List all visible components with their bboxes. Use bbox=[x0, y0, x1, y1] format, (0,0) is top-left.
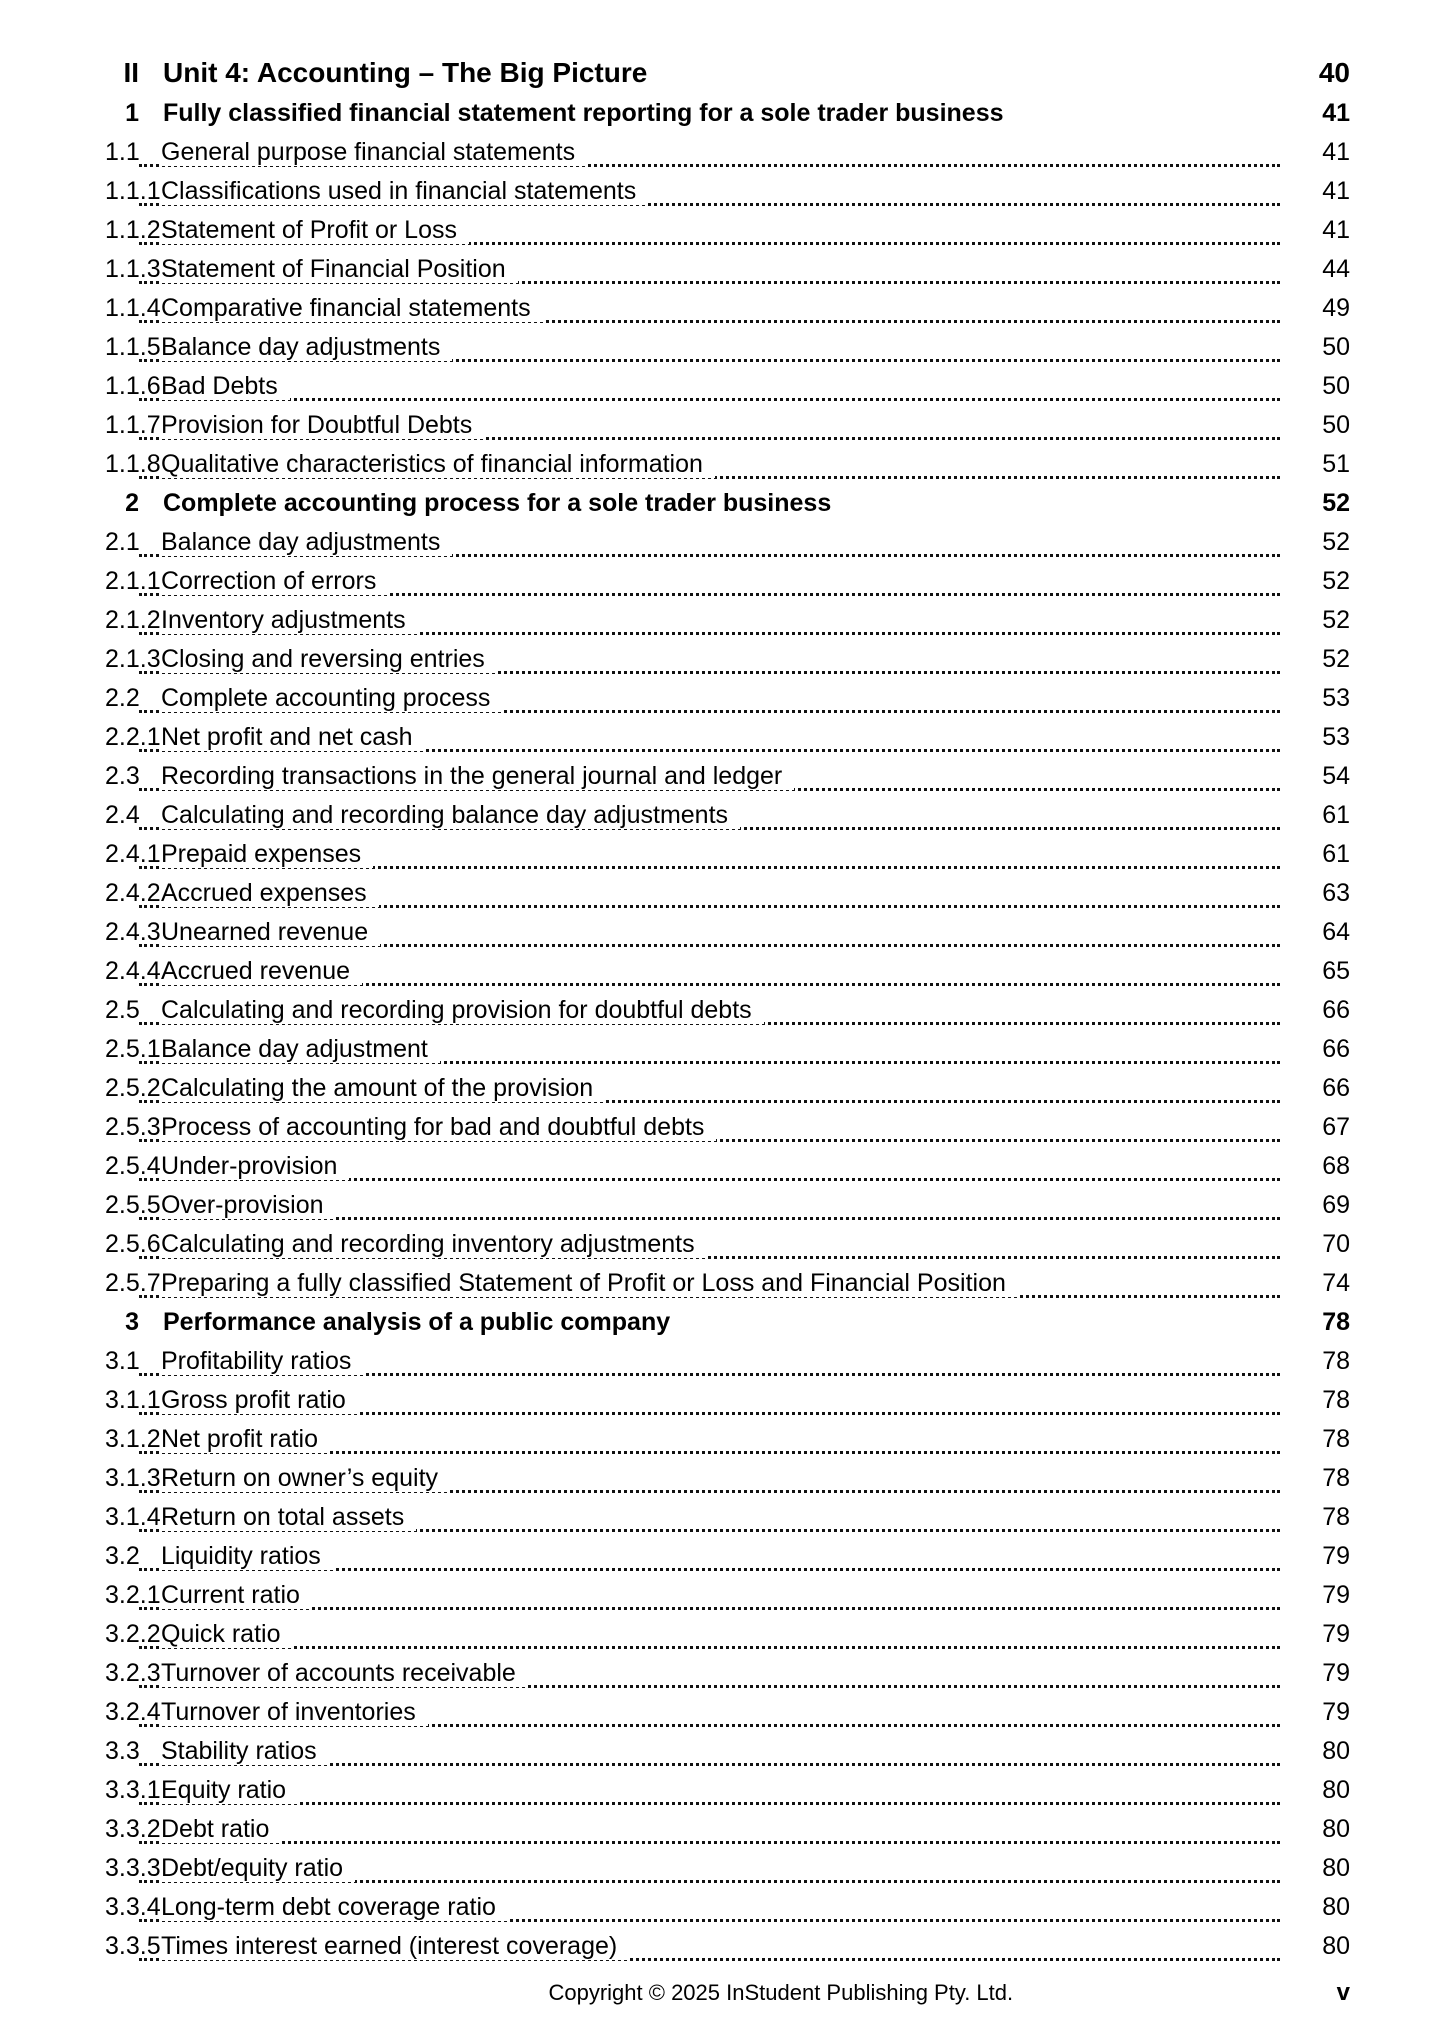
toc-entry-number: 2.4.1 bbox=[105, 840, 161, 868]
dot-leader bbox=[139, 1646, 1280, 1649]
toc-entry[interactable] bbox=[105, 952, 1350, 991]
toc-entry-page-number: 54 bbox=[1322, 762, 1350, 790]
toc-entry-page-number: 67 bbox=[1322, 1113, 1350, 1141]
toc-entry-number: 3.1.2 bbox=[105, 1425, 161, 1453]
toc-entry-title: Complete accounting process for a sole trader business bbox=[163, 489, 843, 517]
toc-entry-page-number: 52 bbox=[1322, 645, 1350, 673]
toc-entry-page-number: 40 bbox=[1318, 57, 1350, 88]
toc-entry-number: 2.5.2 bbox=[105, 1074, 161, 1102]
toc-entry-title: Stability ratios bbox=[161, 1737, 329, 1765]
page-footer bbox=[105, 1979, 1350, 2007]
toc-entry-number: 3.2.1 bbox=[105, 1581, 161, 1609]
toc-entry[interactable] bbox=[105, 250, 1350, 289]
toc-entry-title: Fully classified financial statement reporting for a sole trader business bbox=[163, 99, 1016, 127]
toc-entry-title: Net profit and net cash bbox=[161, 723, 425, 751]
toc-entry[interactable] bbox=[105, 1303, 1350, 1342]
toc-entry-title: Correction of errors bbox=[161, 567, 388, 595]
toc-entry-number: 3.2.3 bbox=[105, 1659, 161, 1687]
toc-entry-number: 3.3 bbox=[105, 1737, 140, 1765]
toc-entry-title-cell[interactable] bbox=[139, 1732, 1280, 1771]
toc-entry-title-cell[interactable] bbox=[139, 1108, 1280, 1147]
toc-entry-number: 2.1.3 bbox=[105, 645, 161, 673]
toc-entry-page-number: 52 bbox=[1322, 567, 1350, 595]
toc-entry[interactable] bbox=[105, 328, 1350, 367]
toc-entry[interactable] bbox=[105, 1654, 1350, 1693]
toc-entry-title-cell[interactable] bbox=[139, 952, 1280, 991]
toc-entry-title-cell[interactable] bbox=[139, 640, 1280, 679]
toc-entry-page-number: 50 bbox=[1322, 411, 1350, 439]
toc-entry-title: Calculating and recording inventory adjustments bbox=[161, 1230, 707, 1258]
toc-entry-title-cell[interactable] bbox=[139, 94, 1280, 133]
toc-entry[interactable] bbox=[105, 445, 1350, 484]
toc-entry[interactable] bbox=[105, 874, 1350, 913]
toc-entry[interactable] bbox=[105, 1264, 1350, 1303]
toc-entry-page-number: 80 bbox=[1322, 1815, 1350, 1843]
toc-entry[interactable] bbox=[105, 796, 1350, 835]
toc-entry-number: 2.5 bbox=[105, 996, 140, 1024]
toc-entry-title-cell[interactable] bbox=[139, 562, 1280, 601]
toc-entry-number: 2.5.7 bbox=[105, 1269, 161, 1297]
toc-entry-page-number: 78 bbox=[1322, 1386, 1350, 1414]
toc-entry-title-cell[interactable] bbox=[139, 1381, 1280, 1420]
toc-entry-title: Turnover of inventories bbox=[161, 1698, 428, 1726]
toc-entry[interactable] bbox=[105, 1381, 1350, 1420]
toc-entry-title: Qualitative characteristics of financial information bbox=[161, 450, 715, 478]
toc-entry-page-number: 41 bbox=[1322, 216, 1350, 244]
toc-entry-number: 1.1.1 bbox=[105, 177, 161, 205]
toc-entry-title-cell[interactable] bbox=[139, 211, 1280, 250]
toc-entry[interactable] bbox=[105, 1849, 1350, 1888]
toc-entry-page-number: 66 bbox=[1322, 996, 1350, 1024]
table-of-contents bbox=[105, 52, 1350, 1966]
toc-entry-title: Calculating and recording balance day adjustments bbox=[161, 801, 740, 829]
toc-entry[interactable] bbox=[105, 1342, 1350, 1381]
toc-entry-title-cell[interactable] bbox=[139, 1576, 1280, 1615]
toc-entry-title-cell[interactable] bbox=[139, 52, 1280, 94]
toc-entry[interactable] bbox=[105, 1498, 1350, 1537]
page-folio: v bbox=[1336, 1979, 1350, 2006]
toc-entry-title: Balance day adjustments bbox=[161, 333, 452, 361]
toc-entry-page-number: 53 bbox=[1322, 684, 1350, 712]
toc-entry-number: II bbox=[123, 57, 139, 88]
toc-entry-page-number: 63 bbox=[1322, 879, 1350, 907]
toc-entry-title: Closing and reversing entries bbox=[161, 645, 497, 673]
toc-entry-number: 1.1.3 bbox=[105, 255, 161, 283]
toc-entry-title-cell[interactable] bbox=[139, 172, 1280, 211]
toc-entry-title-cell[interactable] bbox=[139, 1615, 1280, 1654]
toc-entry-page-number: 52 bbox=[1322, 606, 1350, 634]
toc-entry-number: 1 bbox=[125, 99, 139, 127]
toc-entry-number: 1.1.6 bbox=[105, 372, 161, 400]
toc-entry[interactable] bbox=[105, 1732, 1350, 1771]
toc-entry-title: Prepaid expenses bbox=[161, 840, 373, 868]
toc-entry[interactable] bbox=[105, 991, 1350, 1030]
toc-entry-number: 3.3.5 bbox=[105, 1932, 161, 1960]
toc-entry-title-cell[interactable] bbox=[139, 250, 1280, 289]
toc-entry-page-number: 50 bbox=[1322, 372, 1350, 400]
toc-entry-title-cell[interactable] bbox=[139, 1927, 1280, 1966]
toc-entry-number: 2.1.2 bbox=[105, 606, 161, 634]
toc-entry-title-cell[interactable] bbox=[139, 1264, 1280, 1303]
dot-leader bbox=[139, 398, 1280, 401]
toc-entry-title-cell[interactable] bbox=[139, 796, 1280, 835]
toc-entry-number: 3.2 bbox=[105, 1542, 140, 1570]
toc-entry[interactable] bbox=[105, 913, 1350, 952]
toc-entry-title: Debt ratio bbox=[161, 1815, 281, 1843]
toc-entry[interactable] bbox=[105, 1810, 1350, 1849]
toc-entry-page-number: 79 bbox=[1322, 1698, 1350, 1726]
toc-entry-title: Return on total assets bbox=[161, 1503, 416, 1531]
toc-entry-title-cell[interactable] bbox=[139, 406, 1280, 445]
toc-entry-title: Recording transactions in the general journal and ledger bbox=[161, 762, 794, 790]
toc-entry-title: Complete accounting process bbox=[161, 684, 502, 712]
toc-entry-page-number: 52 bbox=[1322, 528, 1350, 556]
toc-entry-number: 2.5.4 bbox=[105, 1152, 161, 1180]
toc-entry-title-cell[interactable] bbox=[139, 913, 1280, 952]
toc-entry-page-number: 66 bbox=[1322, 1035, 1350, 1063]
toc-entry-title-cell[interactable] bbox=[139, 1147, 1280, 1186]
toc-entry[interactable] bbox=[105, 1147, 1350, 1186]
toc-entry-title: Performance analysis of a public company bbox=[163, 1308, 682, 1336]
toc-entry[interactable] bbox=[105, 172, 1350, 211]
toc-entry-number: 3.1.3 bbox=[105, 1464, 161, 1492]
toc-entry-title-cell[interactable] bbox=[139, 1459, 1280, 1498]
toc-entry-title-cell[interactable] bbox=[139, 1537, 1280, 1576]
toc-entry-number: 3.1.1 bbox=[105, 1386, 161, 1414]
toc-entry[interactable] bbox=[105, 1186, 1350, 1225]
toc-entry-title: Debt/equity ratio bbox=[161, 1854, 355, 1882]
toc-entry-title: Long-term debt coverage ratio bbox=[161, 1893, 508, 1921]
toc-entry-title-cell[interactable] bbox=[139, 757, 1280, 796]
toc-entry-title-cell[interactable] bbox=[139, 874, 1280, 913]
toc-entry-title-cell[interactable] bbox=[139, 1186, 1280, 1225]
toc-entry-number: 3.2.4 bbox=[105, 1698, 161, 1726]
toc-entry-title-cell[interactable] bbox=[139, 1342, 1280, 1381]
toc-entry-number: 2.4.4 bbox=[105, 957, 161, 985]
toc-entry[interactable] bbox=[105, 1576, 1350, 1615]
toc-entry-page-number: 78 bbox=[1322, 1503, 1350, 1531]
toc-entry-page-number: 78 bbox=[1322, 1308, 1350, 1336]
toc-entry-page-number: 79 bbox=[1322, 1542, 1350, 1570]
toc-entry-title: Liquidity ratios bbox=[161, 1542, 333, 1570]
toc-entry-page-number: 61 bbox=[1322, 801, 1350, 829]
toc-entry-page-number: 50 bbox=[1322, 333, 1350, 361]
toc-entry-page-number: 70 bbox=[1322, 1230, 1350, 1258]
toc-entry-number: 2.3 bbox=[105, 762, 140, 790]
toc-entry-number: 3.3.4 bbox=[105, 1893, 161, 1921]
toc-entry-number: 2.4 bbox=[105, 801, 140, 829]
toc-entry-title: Quick ratio bbox=[161, 1620, 292, 1648]
toc-entry-number: 2.2.1 bbox=[105, 723, 161, 751]
toc-entry-page-number: 78 bbox=[1322, 1425, 1350, 1453]
toc-entry-title: Provision for Doubtful Debts bbox=[161, 411, 484, 439]
toc-entry[interactable] bbox=[105, 1693, 1350, 1732]
toc-entry-number: 2.5.1 bbox=[105, 1035, 161, 1063]
toc-entry-page-number: 78 bbox=[1322, 1464, 1350, 1492]
toc-entry-title: Calculating and recording provision for doubtful debts bbox=[161, 996, 764, 1024]
toc-entry-number: 1.1.7 bbox=[105, 411, 161, 439]
toc-entry-page-number: 78 bbox=[1322, 1347, 1350, 1375]
toc-entry[interactable] bbox=[105, 679, 1350, 718]
toc-entry[interactable] bbox=[105, 133, 1350, 172]
toc-entry-title-cell[interactable] bbox=[139, 601, 1280, 640]
toc-entry-page-number: 49 bbox=[1322, 294, 1350, 322]
toc-entry-number: 3.1 bbox=[105, 1347, 140, 1375]
toc-entry-title: Current ratio bbox=[161, 1581, 312, 1609]
toc-entry[interactable] bbox=[105, 523, 1350, 562]
toc-entry-title-cell[interactable] bbox=[139, 835, 1280, 874]
toc-entry-page-number: 51 bbox=[1322, 450, 1350, 478]
toc-entry-title-cell[interactable] bbox=[139, 1069, 1280, 1108]
toc-entry-title: Process of accounting for bad and doubtful debts bbox=[161, 1113, 716, 1141]
toc-entry[interactable] bbox=[105, 562, 1350, 601]
toc-entry-page-number: 79 bbox=[1322, 1659, 1350, 1687]
toc-entry[interactable] bbox=[105, 1108, 1350, 1147]
toc-entry-title: Over-provision bbox=[161, 1191, 336, 1219]
toc-entry-page-number: 79 bbox=[1322, 1620, 1350, 1648]
toc-entry-title: Unearned revenue bbox=[161, 918, 380, 946]
toc-entry-number: 3.3.3 bbox=[105, 1854, 161, 1882]
toc-entry-title: Bad Debts bbox=[161, 372, 290, 400]
toc-entry-title: Classifications used in financial statements bbox=[161, 177, 648, 205]
toc-entry-title: Accrued revenue bbox=[161, 957, 362, 985]
toc-entry-page-number: 80 bbox=[1322, 1854, 1350, 1882]
toc-entry[interactable] bbox=[105, 718, 1350, 757]
toc-entry-page-number: 61 bbox=[1322, 840, 1350, 868]
toc-entry-title: Gross profit ratio bbox=[161, 1386, 358, 1414]
toc-entry-number: 1.1.2 bbox=[105, 216, 161, 244]
toc-entry[interactable] bbox=[105, 1069, 1350, 1108]
toc-entry-title: Under-provision bbox=[161, 1152, 349, 1180]
toc-entry-page-number: 41 bbox=[1322, 99, 1350, 127]
toc-entry-title-cell[interactable] bbox=[139, 328, 1280, 367]
toc-entry-title: Return on owner’s equity bbox=[161, 1464, 450, 1492]
toc-entry-title: Balance day adjustments bbox=[161, 528, 452, 556]
toc-entry-title-cell[interactable] bbox=[139, 1693, 1280, 1732]
toc-entry[interactable] bbox=[105, 1771, 1350, 1810]
toc-entry-number: 2.5.5 bbox=[105, 1191, 161, 1219]
dot-leader bbox=[139, 1841, 1280, 1844]
toc-entry-page-number: 64 bbox=[1322, 918, 1350, 946]
toc-entry[interactable] bbox=[105, 757, 1350, 796]
toc-entry[interactable] bbox=[105, 640, 1350, 679]
toc-entry[interactable] bbox=[105, 1615, 1350, 1654]
toc-entry-page-number: 65 bbox=[1322, 957, 1350, 985]
toc-entry-page-number: 69 bbox=[1322, 1191, 1350, 1219]
toc-entry-number: 1.1 bbox=[105, 138, 140, 166]
toc-entry-title: Comparative financial statements bbox=[161, 294, 543, 322]
toc-entry-title-cell[interactable] bbox=[139, 1810, 1280, 1849]
toc-entry[interactable] bbox=[105, 1537, 1350, 1576]
toc-entry-page-number: 80 bbox=[1322, 1932, 1350, 1960]
toc-entry-number: 2.5.3 bbox=[105, 1113, 161, 1141]
toc-entry-number: 1.1.8 bbox=[105, 450, 161, 478]
toc-entry-title: Calculating the amount of the provision bbox=[161, 1074, 605, 1102]
toc-entry-title-cell[interactable] bbox=[139, 991, 1280, 1030]
toc-entry-page-number: 79 bbox=[1322, 1581, 1350, 1609]
toc-entry[interactable] bbox=[105, 484, 1350, 523]
toc-entry-number: 3.3.1 bbox=[105, 1776, 161, 1804]
toc-entry-page-number: 74 bbox=[1322, 1269, 1350, 1297]
toc-entry-number: 3.2.2 bbox=[105, 1620, 161, 1648]
toc-entry-title: Net profit ratio bbox=[161, 1425, 330, 1453]
toc-entry[interactable] bbox=[105, 1225, 1350, 1264]
toc-entry-title-cell[interactable] bbox=[139, 1225, 1280, 1264]
toc-entry-page-number: 41 bbox=[1322, 138, 1350, 166]
toc-entry[interactable] bbox=[105, 367, 1350, 406]
toc-entry-title: Profitability ratios bbox=[161, 1347, 363, 1375]
toc-entry-number: 2.5.6 bbox=[105, 1230, 161, 1258]
toc-entry[interactable] bbox=[105, 1459, 1350, 1498]
toc-entry[interactable] bbox=[105, 1030, 1350, 1069]
toc-entry-title-cell[interactable] bbox=[139, 679, 1280, 718]
toc-entry-page-number: 80 bbox=[1322, 1776, 1350, 1804]
toc-entry-title-cell[interactable] bbox=[139, 1420, 1280, 1459]
toc-entry-number: 2 bbox=[125, 489, 139, 517]
copyright-notice: Copyright © 2025 InStudent Publishing Pty. Ltd. bbox=[548, 1980, 1014, 2005]
toc-entry-title-cell[interactable] bbox=[139, 133, 1280, 172]
dot-leader bbox=[139, 1802, 1280, 1805]
toc-entry-title: Statement of Profit or Loss bbox=[161, 216, 469, 244]
toc-entry[interactable] bbox=[105, 1420, 1350, 1459]
toc-entry-number: 3.1.4 bbox=[105, 1503, 161, 1531]
toc-entry-title-cell[interactable] bbox=[139, 1030, 1280, 1069]
toc-entry-title: Times interest earned (interest coverage) bbox=[161, 1932, 629, 1960]
toc-entry-number: 2.4.2 bbox=[105, 879, 161, 907]
toc-entry-title-cell[interactable] bbox=[139, 1303, 1280, 1342]
toc-entry-number: 2.2 bbox=[105, 684, 140, 712]
toc-entry-title-cell[interactable] bbox=[139, 1849, 1280, 1888]
toc-entry-title: Turnover of accounts receivable bbox=[161, 1659, 528, 1687]
toc-entry-title-cell[interactable] bbox=[139, 367, 1280, 406]
toc-entry[interactable] bbox=[105, 94, 1350, 133]
toc-entry-title: General purpose financial statements bbox=[161, 138, 587, 166]
toc-entry[interactable] bbox=[105, 52, 1350, 94]
toc-entry-title-cell[interactable] bbox=[139, 718, 1280, 757]
toc-entry-title-cell[interactable] bbox=[139, 523, 1280, 562]
toc-entry-title: Equity ratio bbox=[161, 1776, 298, 1804]
toc-entry-number: 2.1 bbox=[105, 528, 140, 556]
toc-entry-page-number: 66 bbox=[1322, 1074, 1350, 1102]
toc-entry-page-number: 44 bbox=[1322, 255, 1350, 283]
toc-entry-page-number: 80 bbox=[1322, 1893, 1350, 1921]
toc-entry-title: Unit 4: Accounting – The Big Picture bbox=[163, 57, 659, 88]
toc-entry-title: Inventory adjustments bbox=[161, 606, 418, 634]
toc-entry-title: Preparing a fully classified Statement of Profit or Loss and Financial Position bbox=[161, 1269, 1018, 1297]
toc-entry-title: Statement of Financial Position bbox=[161, 255, 518, 283]
toc-entry-page-number: 68 bbox=[1322, 1152, 1350, 1180]
toc-entry-title-cell[interactable] bbox=[139, 1771, 1280, 1810]
toc-entry-number: 1.1.5 bbox=[105, 333, 161, 361]
toc-entry-number: 3.3.2 bbox=[105, 1815, 161, 1843]
toc-entry-title-cell[interactable] bbox=[139, 1888, 1280, 1927]
toc-entry-number: 2.4.3 bbox=[105, 918, 161, 946]
toc-entry[interactable] bbox=[105, 835, 1350, 874]
toc-entry[interactable] bbox=[105, 289, 1350, 328]
toc-entry-page-number: 41 bbox=[1322, 177, 1350, 205]
toc-entry[interactable] bbox=[105, 1888, 1350, 1927]
toc-entry[interactable] bbox=[105, 601, 1350, 640]
toc-entry-title: Accrued expenses bbox=[161, 879, 379, 907]
toc-entry-page-number: 80 bbox=[1322, 1737, 1350, 1765]
toc-entry-title-cell[interactable] bbox=[139, 289, 1280, 328]
toc-entry-page-number: 52 bbox=[1322, 489, 1350, 517]
toc-entry-title: Balance day adjustment bbox=[161, 1035, 440, 1063]
toc-entry[interactable] bbox=[105, 406, 1350, 445]
toc-entry-page-number: 53 bbox=[1322, 723, 1350, 751]
toc-entry-title-cell[interactable] bbox=[139, 484, 1280, 523]
toc-entry-title-cell[interactable] bbox=[139, 445, 1280, 484]
toc-entry-number: 3 bbox=[125, 1308, 139, 1336]
toc-entry[interactable] bbox=[105, 1927, 1350, 1966]
toc-entry[interactable] bbox=[105, 211, 1350, 250]
toc-entry-number: 1.1.4 bbox=[105, 294, 161, 322]
toc-entry-title-cell[interactable] bbox=[139, 1498, 1280, 1537]
toc-entry-title-cell[interactable] bbox=[139, 1654, 1280, 1693]
toc-entry-number: 2.1.1 bbox=[105, 567, 161, 595]
